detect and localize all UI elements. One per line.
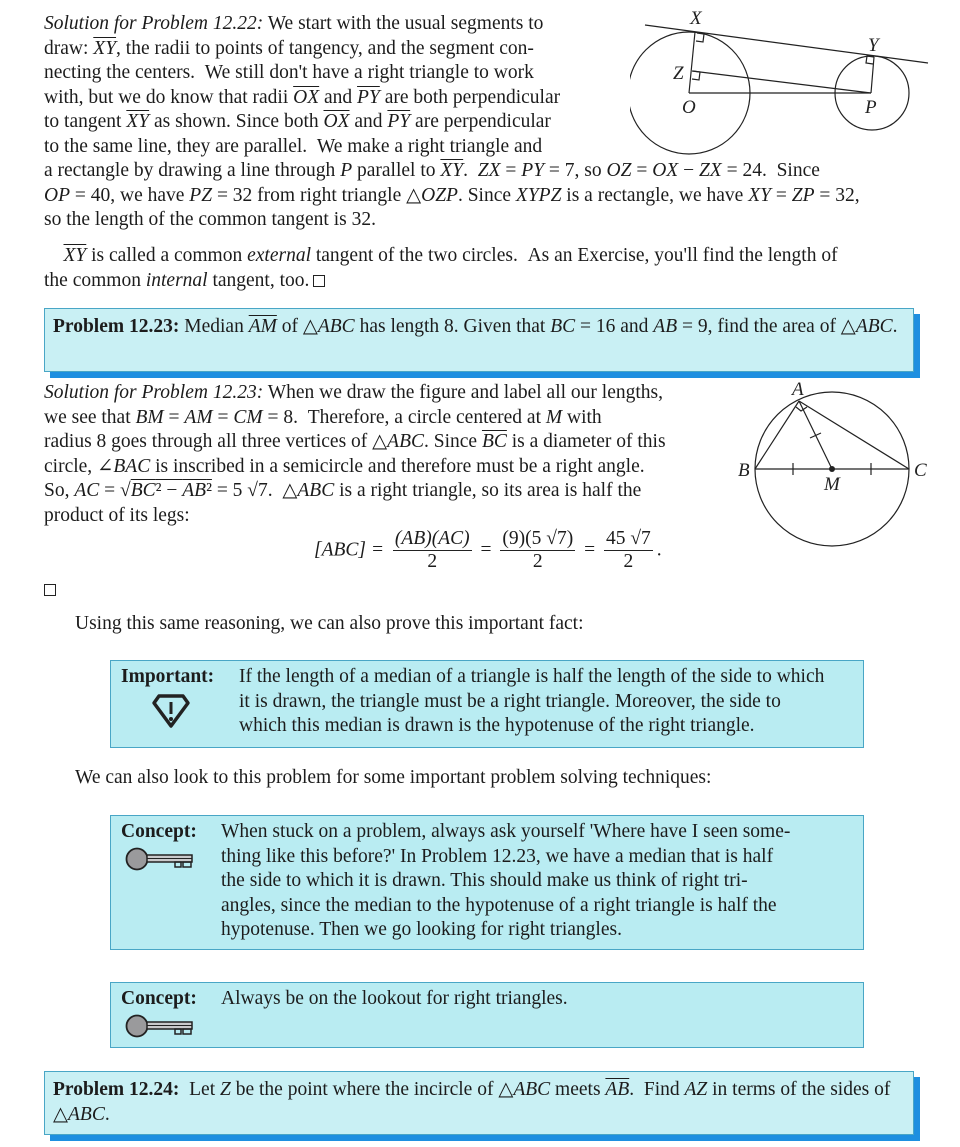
warning-icon <box>151 693 191 729</box>
problem-label: Problem 12.23: <box>53 316 180 337</box>
solution-line: OP = 40, we have PZ = 32 from right triangle △OZP. Since XYPZ is a rectangle, we have XY = ZP = 32, <box>44 184 860 206</box>
transition-text: Using this same reasoning, we can also prove this important fact: <box>75 613 584 634</box>
area-equation: [ABC] = $\frac{(AB)(AC)}{2}$ = $\frac{(9)(5 √7)}{2}$ = $\frac{45 √7}{2}$ . <box>314 528 662 572</box>
concept-text: When stuck on a problem, always ask yourself 'Where have I seen some- thing like this before?' In Problem 12.23, we have a median that is half the side to which it is drawn. This should make us think of right tri- angles, since the median to the hypotenuse of a right triangle is half the hypotenuse. Then we go looking for right triangles. <box>221 821 791 940</box>
solution-line: a rectangle by drawing a line through P parallel to $\overline{XY}$. ZX = PY = 7, so OZ = OX − ZX = 24. Since <box>44 160 820 181</box>
label-z: Z <box>673 63 684 84</box>
key-icon <box>125 846 197 872</box>
label-p: P <box>865 97 877 118</box>
problem-1223-box: Problem 12.23: Median $\overline{AM}$ of △ABC has length 8. Given that BC = 16 and AB = 9, find the area of △ABC. <box>44 308 914 372</box>
solution-label: Solution for Problem 12.22: <box>44 13 264 34</box>
solution-1223 <box>44 381 718 528</box>
solution-line: draw: $\overline{XY}$, the radii to points of tangency, and the segment con- <box>44 37 534 59</box>
fraction-2: $\frac{(9)(5 √7)}{2}$ <box>502 528 574 572</box>
label-y: Y <box>868 35 879 56</box>
solution-line: radius 8 goes through all three vertices of △ABC. Since $\overline{BC}$ is a diameter of this <box>44 431 666 452</box>
solution-line: Solution for Problem 12.22: We start with the usual segments to <box>44 13 544 34</box>
concept-text: Always be on the lookout for right triangles. <box>221 988 568 1009</box>
solution-line: So, AC = √BC² − AB² = 5 √7. △ABC is a right triangle, so its area is half the <box>44 480 642 501</box>
problem-label: Problem 12.24: <box>53 1079 180 1100</box>
solution-1222-cont <box>44 159 930 233</box>
triangle-in-circle-figure <box>730 370 960 560</box>
concept-box <box>110 815 864 950</box>
label-x: X <box>690 8 702 29</box>
tangent-circles-figure <box>630 0 960 160</box>
important-text: If the length of a median of a triangle is half the length of the side to which it is drawn, the triangle must be a right triangle. Moreover, the side to which this median is drawn is the hypotenuse of the right triangle. <box>239 666 825 736</box>
fraction-3: $\frac{45 √7}{2}$ <box>605 528 651 572</box>
solution-1222 <box>44 12 606 159</box>
solution-line: the common internal tangent, too. <box>44 269 930 294</box>
equation-lhs: [ABC] = <box>314 539 385 561</box>
transition-text: We can also look to this problem for some important problem solving techniques: <box>75 767 712 788</box>
important-label: Important: <box>121 666 215 687</box>
label-b: B <box>738 460 750 481</box>
solution-line: with, but we do know that radii $\overline{OX}$ and $\overline{PY}$ are both perpendicular <box>44 86 561 108</box>
solution-line: circle, ∠BAC is inscribed in a semicircle and therefore must be a right angle. <box>44 455 645 477</box>
qed-box <box>44 584 56 596</box>
important-box <box>110 660 864 748</box>
problem-1224-box: Problem 12.24: Let Z be the point where the incircle of △ABC meets $\overline{AB}$. Find AZ in terms of the sides of △ABC. <box>44 1071 914 1135</box>
label-a: A <box>792 379 804 400</box>
qed-box <box>313 275 325 287</box>
solution-line: Solution for Problem 12.23: When we draw the figure and label all our lengths, <box>44 382 663 403</box>
label-c: C <box>914 460 927 481</box>
solution-line: necting the centers. We still don't have a right triangle to work <box>44 62 534 83</box>
label-o: O <box>682 97 696 118</box>
solution-1222-followup <box>44 244 930 293</box>
label-m: M <box>824 474 840 495</box>
concept-label: Concept: <box>121 821 197 842</box>
solution-line: we see that BM = AM = CM = 8. Therefore, a circle centered at M with <box>44 406 602 428</box>
solution-line: to tangent $\overline{XY}$ as shown. Since both $\overline{OX}$ and $\overline{PY}$ are perpendicular <box>44 111 551 132</box>
key-icon <box>125 1013 197 1039</box>
solution-line: product of its legs: <box>44 504 190 526</box>
concept-label: Concept: <box>121 988 197 1009</box>
solution-line: $\overline{XY}$ is called a common external tangent of the two circles. As an Exercise, you'll find the length of <box>63 245 838 266</box>
fraction-1: $\frac{(AB)(AC)}{2}$ <box>394 528 470 572</box>
solution-line: so the length of the common tangent is 32. <box>44 209 376 230</box>
concept-box <box>110 982 864 1048</box>
solution-line: to the same line, they are parallel. We make a right triangle and <box>44 135 543 157</box>
solution-label: Solution for Problem 12.23: <box>44 382 264 403</box>
